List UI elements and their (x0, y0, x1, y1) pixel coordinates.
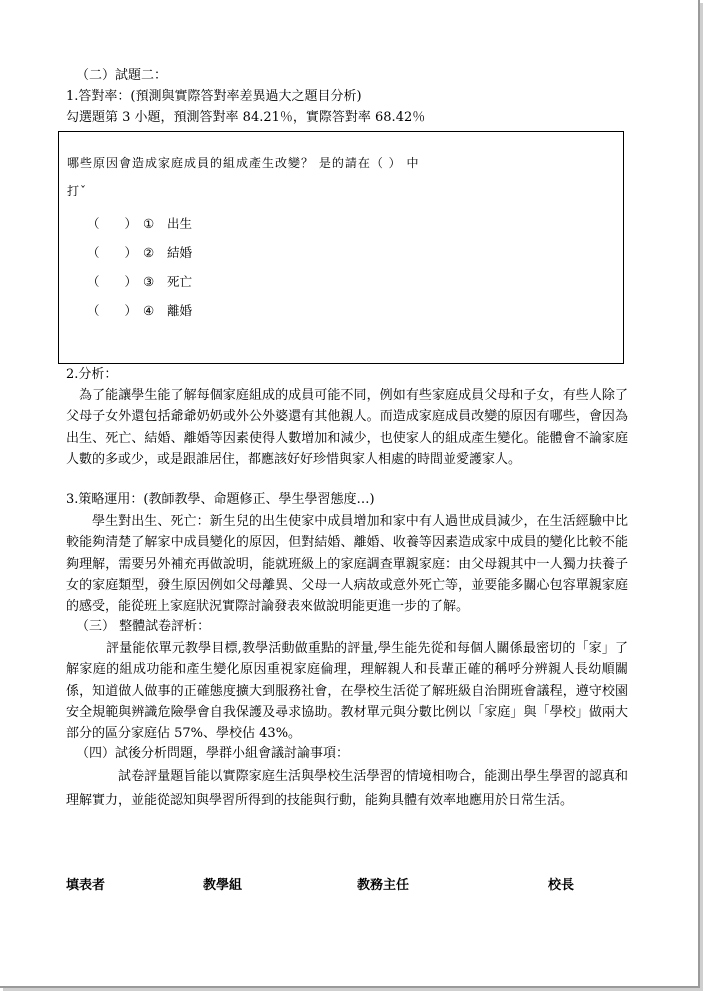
analysis-heading: 2.分析： (66, 367, 118, 382)
option-1-label: 出生 (167, 216, 193, 231)
signature-academic-director: 教務主任 (357, 878, 410, 893)
strategy-heading: 3.策略運用：(教師教學、命題修正、學生學習態度…) (66, 492, 375, 507)
item-1-stats: 勾選題第 3 小題，預測答對率 84.21％，實際答對率 68.42％ (66, 110, 426, 125)
option-4 (87, 301, 192, 319)
strategy-paragraph: 學生對出生、死亡：新生兒的出生使家中成員增加和家中有人過世成員減少，在生活經驗中比較能夠清楚了解家中成員變化的原因，但對結婚、離婚、收養等因素造成家中成員的變化比較不能夠理解，需要另外補充再做說明，能就班級上的家庭調查單親家庭：由父母親其中一人獨力扶養子女的家庭類型，發生原因例如父母離異、父母一人病故或意外死亡等，並要能多關心包容單親家庭的感受，能從班上家庭狀況實際討論發表來做說明能更進一步的了解。 (66, 514, 628, 615)
option-3-blank: （ ） (87, 274, 138, 289)
option-1 (87, 214, 192, 232)
section-3-paragraph: 評量能依單元教學目標,教學活動做重點的評量,學生能先從和每個人關係最密切的「家」了解家庭的組成功能和產生變化原因重視家庭倫理，理解親人和長輩正確的稱呼分辨親人長幼順關係，知道做人做事的正確態度擴大到服務社會，在學校生活從了解班級自治開班會議程，遵守校園安全規範與辨識危險學會自我保護及尋求協助。教材單元與分數比例以「家庭」與「學校」做兩大部分的區分家庭佔 57%、學校佔 43%。 (66, 641, 628, 742)
question-box (58, 131, 624, 364)
question-text-line-2: 打ˇ (67, 184, 88, 198)
option-4-number: ④ (143, 303, 155, 318)
option-3 (87, 272, 192, 290)
section-4-heading: （四）試後分析問題，學群小組會議討論事項： (76, 746, 350, 761)
signature-teaching-team: 教學組 (203, 878, 243, 893)
option-2-label: 結婚 (167, 245, 193, 260)
section-4-paragraph: 試卷評量題旨能以實際家庭生活與學校生活學習的情境相吻合，能測出學生學習的認真和理解實力，並能從認知與學習所得到的技能與行動，能夠具體有效率地應用於日常生活。 (66, 769, 628, 808)
section-heading-test-2: （二）試題二： (76, 68, 168, 83)
option-4-label: 離婚 (167, 303, 193, 318)
option-3-number: ③ (143, 274, 155, 289)
option-1-blank: （ ） (87, 216, 138, 231)
signature-filler: 填表者 (66, 878, 106, 893)
option-3-label: 死亡 (167, 274, 193, 289)
analysis-paragraph: 為了能讓學生能了解每個家庭組成的成員可能不同，例如有些家庭成員父母和子女，有些人除了父母子女外還包括爺爺奶奶或外公外婆還有其他親人。而造成家庭成員改變的原因有哪些，會因為出生、死亡、結婚、離婚等因素使得人數增加和減少，也使家人的組成產生變化。能體會不論家庭人數的多或少，或是跟誰居住，都應該好好珍惜與家人相處的時間並愛護家人。 (66, 388, 628, 467)
item-1-heading: 1.答對率：(預測與實際答對率差異過大之題目分析) (66, 89, 362, 104)
signature-principal: 校長 (548, 878, 575, 893)
option-2-blank: （ ） (87, 245, 138, 260)
option-2 (87, 243, 192, 261)
option-4-blank: （ ） (87, 303, 138, 318)
option-1-number: ① (143, 216, 155, 231)
question-text-line-1: 哪些原因會造成家庭成員的組成產生改變？ 是的請在（ ） 中 (67, 156, 420, 170)
section-3-heading: （三） 整體試卷評析： (76, 619, 211, 634)
option-2-number: ② (143, 245, 155, 260)
